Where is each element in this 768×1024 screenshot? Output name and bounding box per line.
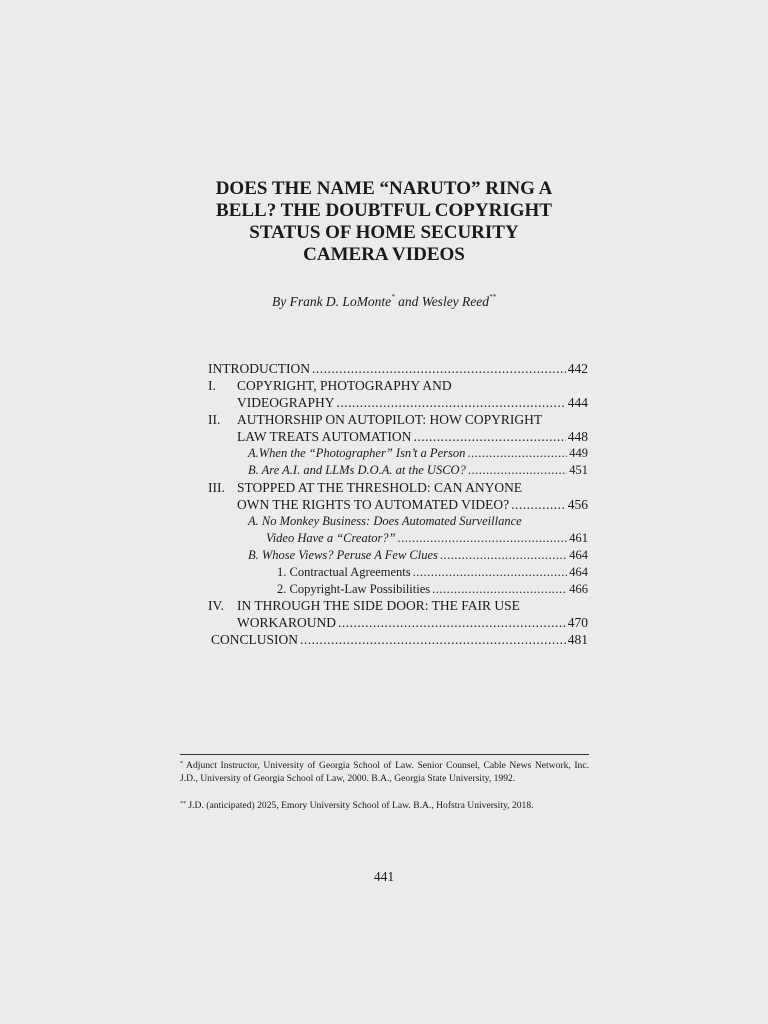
footnote-mark: ** (180, 801, 186, 807)
byline-prefix: By Frank D. LoMonte (271, 294, 392, 309)
toc-section-number: I. (208, 378, 216, 393)
toc-label: INTRODUCTION (208, 361, 310, 376)
title-line: CAMERA VIDEOS (303, 244, 465, 265)
toc-entry-section-3b2[interactable] (277, 581, 588, 598)
toc-page: 444 (567, 395, 588, 410)
toc-page: 449 (569, 446, 588, 460)
toc-entry-section-3b1[interactable] (277, 564, 588, 581)
toc-label: VIDEOGRAPHY (237, 395, 335, 410)
toc-label: LAW TREATS AUTOMATION (237, 429, 412, 444)
toc-page: 451 (569, 463, 588, 477)
toc-entry-section-3-cont[interactable] (237, 496, 588, 513)
toc-page: 466 (569, 582, 588, 596)
toc-entry-section-4-cont[interactable] (237, 614, 588, 631)
toc-label: WORKAROUND (237, 615, 336, 630)
toc-label: A.When the “Photographer” Isn’t a Person (248, 446, 466, 460)
toc-entry-section-3[interactable]: STOPPED AT THE THRESHOLD: CAN ANYONE (237, 480, 523, 495)
footnote-divider (180, 754, 589, 755)
toc-label: B. Whose Views? Peruse A Few Clues (248, 548, 438, 562)
toc-page: 442 (567, 361, 588, 376)
page-number: 441 (373, 869, 395, 884)
toc-label: 2. Copyright-Law Possibilities (277, 582, 431, 596)
title-line: BELL? THE DOUBTFUL COPYRIGHT (216, 200, 552, 221)
toc-page: 464 (569, 565, 588, 579)
title-line: STATUS OF HOME SECURITY (249, 222, 519, 243)
toc-label: B. Are A.I. and LLMs D.O.A. at the USCO? (248, 463, 466, 477)
toc-section-number: III. (208, 480, 225, 495)
toc-page: 481 (567, 632, 588, 647)
toc-entry-introduction[interactable] (208, 360, 588, 377)
footnote-1 (180, 759, 589, 785)
toc-entry-section-3a-cont[interactable] (266, 530, 588, 547)
toc-entry-section-3b[interactable] (248, 547, 588, 564)
toc-page: 464 (569, 548, 588, 562)
toc-page: 470 (567, 615, 588, 630)
toc-page: 448 (567, 429, 588, 444)
toc-label: OWN THE RIGHTS TO AUTOMATED VIDEO? (237, 497, 510, 512)
toc-entry-section-2-cont[interactable] (237, 428, 588, 445)
toc-label: CONCLUSION (211, 632, 299, 647)
toc-section-number: II. (208, 412, 221, 427)
footnote-text: Adjunct Instructor, University of Georgia School of Law. Senior Counsel, Cable News Network, Inc. J.D., University of Georgia School of Law, 2000. B.A., Georgia State University, 1992. (180, 760, 589, 784)
toc-entry-section-3a[interactable]: A. No Monkey Business: Does Automated Surveillance (248, 514, 522, 528)
footnote-2 (180, 799, 589, 812)
toc-label: 1. Contractual Agreements (277, 565, 411, 579)
toc-page: 461 (569, 531, 588, 545)
toc-section-number: IV. (208, 598, 224, 613)
footnote-text: J.D. (anticipated) 2025, Emory University School of Law. B.A., Hofstra University, 2018. (188, 800, 534, 811)
toc-entry-conclusion[interactable] (211, 631, 588, 648)
footnote-mark[interactable]: ** (489, 293, 497, 301)
toc-entry-section-1-cont[interactable] (237, 394, 588, 411)
title-line: DOES THE NAME “NARUTO” RING A (215, 178, 553, 199)
footnote-mark[interactable]: * (391, 293, 395, 301)
footnote-mark: * (180, 761, 183, 767)
toc-entry-section-1[interactable]: COPYRIGHT, PHOTOGRAPHY AND (237, 378, 452, 393)
toc-page: 456 (567, 497, 588, 512)
toc-entry-section-2a[interactable] (248, 445, 588, 462)
byline-middle: and Wesley Reed (394, 294, 490, 309)
toc-entry-section-2[interactable]: AUTHORSHIP ON AUTOPILOT: HOW COPYRIGHT (237, 412, 543, 427)
toc-label: Video Have a “Creator?” (266, 531, 396, 545)
toc-entry-section-4[interactable]: IN THROUGH THE SIDE DOOR: THE FAIR USE (237, 598, 520, 613)
toc-entry-section-2b[interactable] (248, 462, 588, 479)
